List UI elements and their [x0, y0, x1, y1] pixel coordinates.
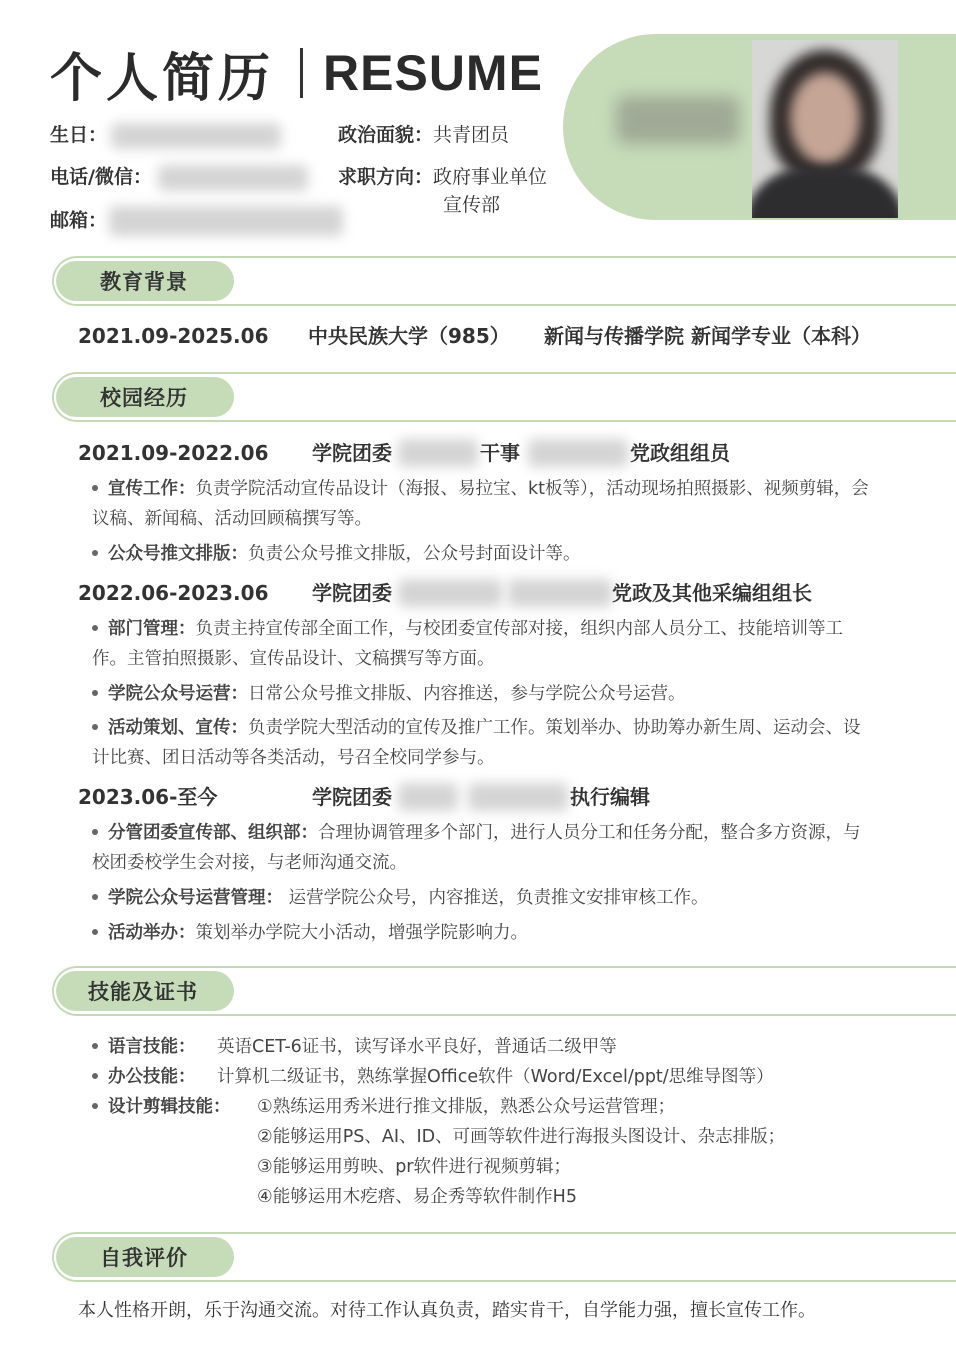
- bullet-dot: [92, 724, 98, 730]
- bullet-text: 日常公众号推文排版、内容推送，参与学院公众号运营。: [248, 684, 686, 704]
- section-campus-title: 校园经历: [56, 377, 234, 417]
- photo-face: [790, 72, 860, 164]
- bullet-dot: [92, 1043, 98, 1049]
- campus-2-period: 2022.06-2023.06: [78, 581, 269, 605]
- campus-1-role-b: 党政组组员: [630, 441, 730, 465]
- campus-2-redacted-b: [508, 579, 612, 607]
- bullet-dot: [92, 1073, 98, 1079]
- bullet-label: 活动举办：: [108, 923, 196, 943]
- bullet-dot: [92, 485, 98, 491]
- bullet-label: 公众号推文排版：: [108, 544, 248, 564]
- campus-3-period: 2023.06-至今: [78, 785, 218, 809]
- campus-3-redacted-a: [398, 783, 458, 811]
- self-eval-text: 本人性格开朗，乐于沟通交流。对待工作认真负责，踏实肯干，自学能力强，擅长宣传工作。: [78, 1300, 816, 1321]
- education-school: 中央民族大学（985）: [308, 324, 510, 348]
- info-objective-2: [443, 192, 500, 218]
- campus-1-role-a: 干事: [480, 441, 520, 465]
- section-campus: [52, 372, 956, 422]
- campus-1-redacted-a: [398, 439, 478, 467]
- bullet-text: 负责主持宣传部全面工作，与校团委宣传部对接，组织内部人员分工、技能培训等工作。主管拍照摄影、宣传品设计、文稿撰写等方面。: [92, 619, 843, 669]
- email-label: 邮箱：: [50, 209, 108, 232]
- bullet-text: 负责学院大型活动的宣传及推广工作。策划举办、协助筹办新生周、运动会、设计比赛、团日活动等各类活动，号召全校同学参与。: [92, 718, 861, 768]
- campus-2-redacted-a: [398, 579, 502, 607]
- skill-design-item-2: ②能够运用PS、AI、ID、可画等软件进行海报头图设计、杂志排版；: [257, 1127, 786, 1147]
- campus-3-role-b: 执行编辑: [570, 785, 650, 809]
- skill-office-label: 办公技能：: [108, 1067, 196, 1087]
- info-birth: [50, 122, 281, 149]
- section-education: [52, 256, 956, 306]
- skill-language-text: 英语CET-6证书，读写译水平良好，普通话二级甲等: [217, 1037, 617, 1057]
- bullet-label: 学院公众号运营管理：: [108, 888, 283, 908]
- bullet-label: 分管团委宣传部、组织部：: [108, 823, 318, 843]
- bullet-label: 宣传工作：: [108, 479, 196, 499]
- info-phone: [50, 164, 308, 191]
- section-skills: [52, 966, 956, 1016]
- info-email: [50, 206, 343, 236]
- bullet-dot: [92, 550, 98, 556]
- campus-1-bullet-2: [92, 539, 872, 569]
- page-title: [50, 38, 543, 108]
- title-divider: [300, 48, 303, 98]
- skill-office-text: 计算机二级证书，熟练掌握Office软件（Word/Excel/ppt/思维导图等）: [217, 1067, 774, 1087]
- campus-3-redacted-b: [468, 783, 568, 811]
- bullet-text: 运营学院公众号，内容推送，负责推文安排审核工作。: [283, 888, 709, 908]
- bullet-text: 负责公众号推文排版，公众号封面设计等。: [248, 544, 581, 564]
- bullet-text: 负责学院活动宣传品设计（海报、易拉宝、kt板等），活动现场拍照摄影、视频剪辑，会议稿、新闻稿、活动回顾稿撰写等。: [92, 479, 869, 529]
- name-redacted: [616, 96, 740, 144]
- info-objective: [338, 164, 547, 190]
- title-cn: 个人简历: [50, 48, 275, 109]
- objective-value-2: 宣传部: [443, 194, 501, 216]
- politics-value: 共青团员: [433, 124, 510, 146]
- birth-label: 生日：: [50, 124, 108, 146]
- skill-design-item-3: ③能够运用剪映、pr软件进行视频剪辑；: [257, 1157, 571, 1177]
- campus-3-bullet-1: [92, 818, 872, 878]
- campus-3-org: 学院团委: [312, 785, 392, 809]
- bullet-label: 部门管理：: [108, 619, 196, 639]
- campus-2-bullet-1: [92, 614, 872, 674]
- objective-value-1: 政府事业单位: [433, 166, 548, 188]
- campus-2-org: 学院团委: [312, 581, 392, 605]
- phone-label: 电话/微信：: [50, 166, 152, 188]
- education-period: 2021.09-2025.06: [78, 324, 269, 348]
- campus-2-bullet-3: [92, 713, 872, 773]
- education-major: 新闻与传播学院 新闻学专业（本科）: [544, 324, 871, 348]
- photo-body: [752, 168, 898, 218]
- title-en: RESUME: [323, 45, 543, 101]
- info-politics: [338, 122, 509, 148]
- bullet-dot: [92, 625, 98, 631]
- campus-2-bullet-2: [92, 679, 872, 709]
- bullet-dot: [92, 894, 98, 900]
- birth-redacted: [111, 123, 281, 149]
- bullet-dot: [92, 690, 98, 696]
- skill-design-item-4: ④能够运用木疙瘩、易企秀等软件制作H5: [257, 1187, 577, 1207]
- campus-1-period: 2021.09-2022.06: [78, 441, 269, 465]
- section-skills-title: 技能及证书: [56, 971, 234, 1011]
- bullet-dot: [92, 929, 98, 935]
- bullet-dot: [92, 829, 98, 835]
- campus-1-redacted-b: [528, 439, 628, 467]
- bullet-text: 策划举办学院大小活动，增强学院影响力。: [195, 923, 528, 943]
- bullet-dot: [92, 1103, 98, 1109]
- email-redacted: [109, 206, 343, 236]
- campus-3-bullet-2: [92, 883, 872, 913]
- campus-1-bullet-1: [92, 474, 872, 534]
- campus-2-role-b: 党政及其他采编组组长: [612, 581, 812, 605]
- bullet-label: 学院公众号运营：: [108, 684, 248, 704]
- skill-design-item-1: ①熟练运用秀米进行推文排版，熟悉公众号运营管理；: [257, 1097, 676, 1117]
- skill-design-label: 设计剪辑技能：: [108, 1097, 231, 1117]
- bullet-text: 合理协调管理多个部门，进行人员分工和任务分配，整合多方资源，与校团委校学生会对接，与老师沟通交流。: [92, 823, 861, 873]
- campus-3-bullet-3: [92, 918, 872, 948]
- phone-redacted: [158, 165, 308, 191]
- campus-1-org: 学院团委: [312, 441, 392, 465]
- objective-label: 求职方向：: [338, 166, 434, 188]
- profile-photo: [752, 40, 898, 218]
- bullet-label: 活动策划、宣传：: [108, 718, 248, 738]
- politics-label: 政治面貌：: [338, 124, 434, 146]
- skill-language-label: 语言技能：: [108, 1037, 196, 1057]
- section-self-eval: [52, 1232, 956, 1282]
- section-education-title: 教育背景: [56, 261, 234, 301]
- section-self-eval-title: 自我评价: [56, 1237, 234, 1277]
